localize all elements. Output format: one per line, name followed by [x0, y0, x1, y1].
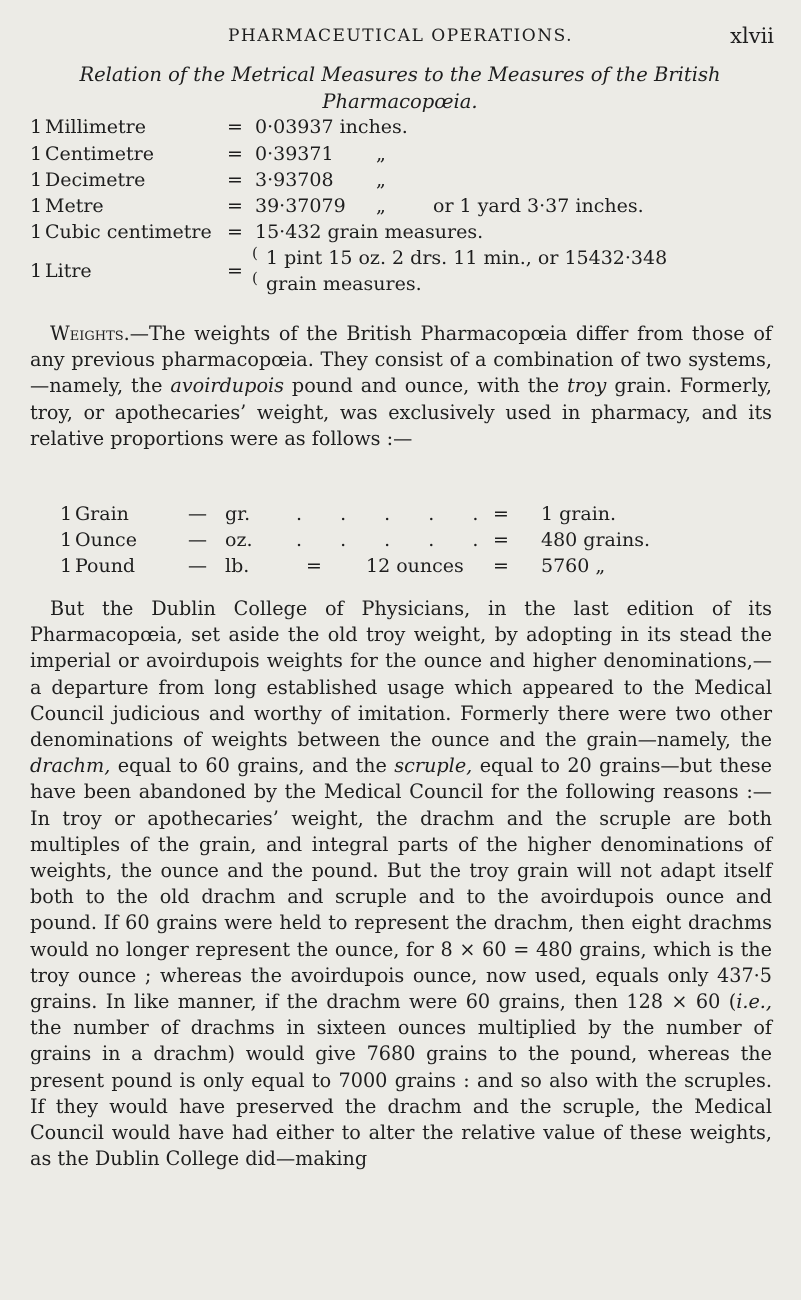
row-unit: Cubic centimetre [45, 221, 212, 243]
running-head [0, 24, 801, 50]
row-result: 1 grain. [541, 503, 617, 525]
litre-value-line2: grain measures. [266, 273, 422, 295]
row-value: 39·37079 [255, 195, 346, 217]
ditto-mark: „ [376, 195, 386, 217]
weights-paragraph: Weights.—The weights of the British Pharmacopœia differ from those of any previous pharmacopœia. They consist of a combination of two systems,—namely, the avoirdupois pound and ounce, with the troy grain. Formerly, troy, or apothecaries’ weight, was exclusively used in pharmacy, and its relative proportions were as follows :— [30, 322, 772, 450]
row-count: 1 [30, 221, 43, 243]
row-unit: Grain [75, 503, 129, 525]
row-equals: = [227, 143, 243, 165]
row-equals: = [227, 260, 243, 282]
row-equals: = [227, 116, 243, 138]
row-equals: = [493, 555, 509, 577]
page-number: xlvii [730, 24, 774, 48]
row-abbr: oz. [225, 529, 253, 551]
brace-top: ( [252, 244, 258, 262]
row-result: 5760 „ [541, 555, 606, 577]
running-head-title: PHARMACEUTICAL OPERATIONS. [227, 26, 574, 46]
row-equals: = [493, 503, 509, 525]
row-value: 0·39371 [255, 143, 334, 165]
row-unit: Pound [75, 555, 136, 577]
row-result: 480 grains. [541, 529, 650, 551]
row-leader: . . . . . [296, 529, 495, 551]
row-mid-equals: = [306, 555, 322, 577]
metric-table-title-line1: Relation of the Metrical Measures to the Measures of the British [79, 63, 721, 86]
row-value: 0·03937 inches. [255, 116, 408, 138]
row-equals: = [493, 529, 509, 551]
row-leader: . . . . . [296, 503, 495, 525]
row-count: 1 [60, 503, 73, 525]
metric-table-title [60, 61, 740, 115]
metric-table-title-line2: Pharmacopœia. [322, 90, 478, 113]
row-unit: Litre [45, 260, 92, 282]
row-count: 1 [60, 555, 73, 577]
row-count: 1 [30, 169, 43, 191]
row-dash: — [188, 555, 207, 577]
row-equals: = [227, 169, 243, 191]
row-unit: Metre [45, 195, 104, 217]
dublin-college-paragraph: But the Dublin College of Physicians, in the last edition of its Pharmacopœia, set aside the old troy weight, by adopting in its stead the imperial or avoirdupois weights for the ounce and higher denominations,—a departure from long established usage which appeared to the Medical Council judicious and worthy of imitation. Formerly there were two other denominations of weights between the ounce and the grain—namely, the drachm, equal to 60 grains, and the scruple, equal to 20 grains—but these have been abandoned by the Medical Council for the following reasons :—In troy or apothecaries’ weight, the drachm and the scruple are both multiples of the grain, and integral parts of the higher denominations of weights, the ounce and the pound. But the troy grain will not adapt itself both to the old drachm and scruple and to the avoirdupois ounce and pound. If 60 grains were held to represent the drachm, then eight drachms would no longer represent the ounce, for 8 × 60 = 480 grains, which is the troy ounce ; whereas the avoirdupois ounce, now used, equals only 437·5 grains. In like manner, if the drachm were 60 grains, then 128 × 60 (i.e., the number of drachms in sixteen ounces multiplied by the number of grains in a drachm) would give 7680 grains to the pound, whereas the present pound is only equal to 7000 grains : and so also with the scruples. If they would have preserved the drachm and the scruple, the Medical Council would have had either to alter the relative value of these weights, as the Dublin College did—making [30, 597, 772, 1171]
brace-bottom: ( [252, 269, 258, 287]
row-count: 1 [60, 529, 73, 551]
row-mid-value: 12 ounces [366, 555, 464, 577]
row-equals: = [227, 221, 243, 243]
row-dash: — [188, 503, 207, 525]
row-unit: Decimetre [45, 169, 146, 191]
row-abbr: lb. [225, 555, 250, 577]
row-count: 1 [30, 143, 43, 165]
ditto-mark: „ [376, 169, 386, 191]
row-unit: Ounce [75, 529, 137, 551]
row-count: 1 [30, 260, 43, 282]
row-extra: or 1 yard 3·37 inches. [433, 195, 644, 217]
row-count: 1 [30, 195, 43, 217]
row-value: 3·93708 [255, 169, 334, 191]
row-unit: Centimetre [45, 143, 154, 165]
row-unit: Millimetre [45, 116, 146, 138]
row-abbr: gr. [225, 503, 251, 525]
row-dash: — [188, 529, 207, 551]
row-equals: = [227, 195, 243, 217]
litre-value-line1: 1 pint 15 oz. 2 drs. 11 min., or 15432·348 [266, 247, 668, 269]
ditto-mark: „ [376, 143, 386, 165]
row-count: 1 [30, 116, 43, 138]
section-lead: Weights. [50, 322, 130, 345]
row-value: 15·432 grain measures. [255, 221, 484, 243]
